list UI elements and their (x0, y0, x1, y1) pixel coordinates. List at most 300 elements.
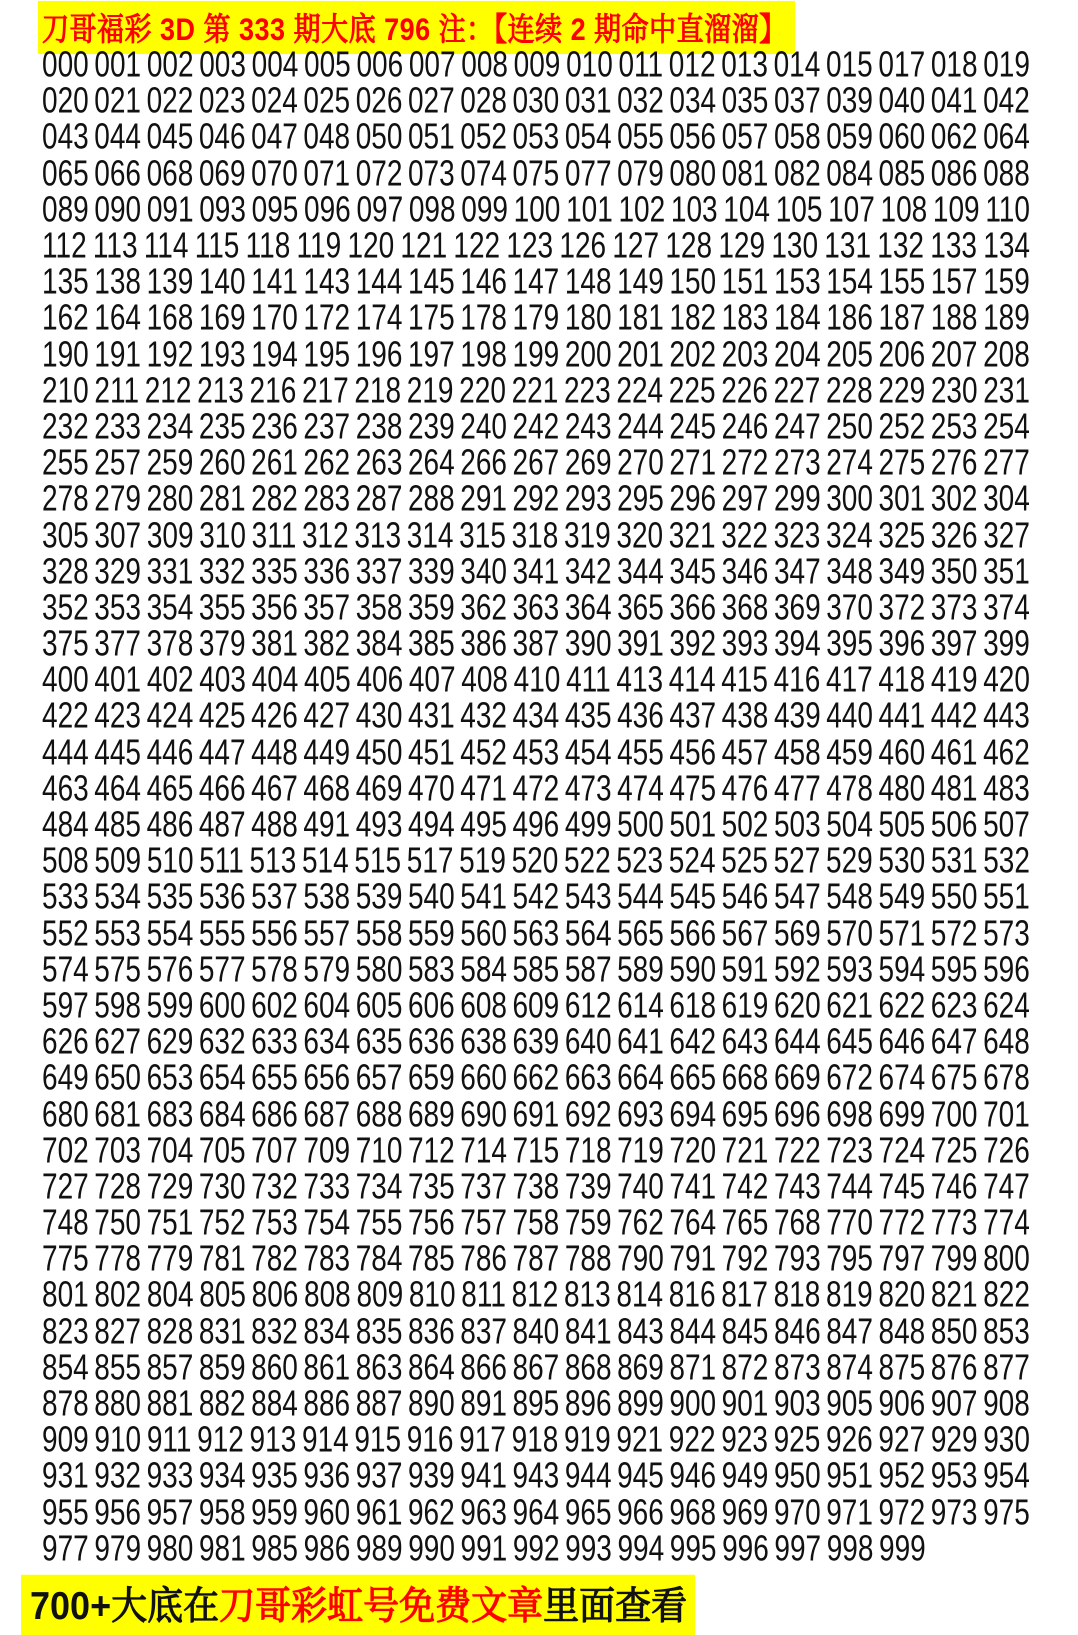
number-cell: 751 (146, 1202, 194, 1243)
number-cell: 028 (460, 80, 507, 121)
number-cell: 580 (355, 948, 403, 990)
number-cell: 372 (878, 587, 926, 628)
number-cell: 729 (146, 1166, 194, 1207)
number-cell: 495 (460, 804, 507, 845)
number-cell: 196 (355, 333, 403, 375)
number-cell: 313 (354, 514, 402, 556)
number-row (42, 731, 1030, 773)
number-cell: 891 (460, 1383, 507, 1424)
number-cell: 874 (826, 1347, 873, 1388)
number-cell: 496 (512, 804, 560, 845)
number-cell: 373 (930, 587, 978, 628)
number-cell: 098 (408, 189, 456, 230)
number-cell: 312 (301, 514, 349, 556)
number-cell: 699 (878, 1093, 926, 1135)
number-cell: 551 (983, 876, 1030, 917)
number-row (42, 514, 1030, 556)
number-row (42, 1347, 1030, 1388)
footer-suffix: 里面查看 (543, 1583, 688, 1628)
number-cell: 319 (563, 514, 611, 556)
number-cell: 635 (355, 1021, 403, 1062)
number-cell: 180 (564, 297, 612, 338)
number-cell: 394 (773, 623, 821, 664)
number-cell: 115 (194, 225, 240, 266)
number-cell: 906 (878, 1383, 926, 1424)
number-cell: 566 (669, 912, 717, 954)
number-cell: 299 (773, 478, 821, 519)
number-cell: 784 (355, 1238, 403, 1279)
number-cell: 530 (878, 840, 926, 881)
number-cell: 513 (249, 840, 297, 881)
number-cell: 099 (461, 189, 508, 230)
number-cell: 809 (356, 1274, 404, 1315)
number-cell: 966 (617, 1491, 664, 1533)
number-row (42, 623, 1030, 664)
number-cell: 198 (460, 333, 507, 375)
number-cell: 770 (826, 1202, 873, 1243)
number-row (42, 1057, 1030, 1098)
number-cell: 659 (407, 1057, 455, 1098)
number-cell: 541 (460, 876, 507, 917)
number-cell: 227 (773, 369, 821, 411)
number-cell: 418 (878, 659, 926, 700)
number-cell: 595 (930, 948, 978, 990)
number-cell: 632 (198, 1021, 246, 1062)
number-cell: 612 (564, 985, 612, 1026)
number-cell: 483 (983, 768, 1030, 809)
number-cell: 453 (512, 731, 560, 773)
number-cell: 725 (930, 1129, 978, 1171)
number-cell: 379 (198, 623, 246, 664)
number-cell: 992 (512, 1527, 560, 1569)
number-cell: 425 (198, 695, 246, 736)
number-cell: 058 (773, 116, 821, 157)
number-cell: 634 (303, 1021, 351, 1062)
number-cell: 926 (826, 1419, 873, 1460)
number-cell: 533 (42, 876, 89, 917)
number-cell: 464 (94, 768, 141, 809)
number-cell: 331 (146, 550, 194, 592)
number-cell: 857 (146, 1347, 194, 1388)
number-cell: 017 (878, 44, 926, 85)
footer-note (21, 1575, 695, 1635)
number-cell: 848 (878, 1310, 926, 1352)
number-cell: 639 (512, 1021, 560, 1062)
number-cell: 550 (930, 876, 978, 917)
number-cell: 155 (878, 261, 926, 302)
number-cell: 996 (722, 1527, 769, 1569)
number-cell: 549 (878, 876, 926, 917)
number-cell: 004 (251, 44, 299, 85)
number-cell: 981 (198, 1527, 246, 1569)
number-cell: 494 (407, 804, 455, 845)
number-cell: 859 (198, 1347, 246, 1388)
number-cell: 886 (303, 1383, 351, 1424)
number-cell: 437 (669, 695, 717, 736)
number-cell: 558 (355, 912, 403, 954)
number-row (42, 1021, 1030, 1062)
number-cell: 576 (146, 948, 194, 990)
number-cell: 997 (774, 1527, 822, 1569)
number-cell: 614 (617, 985, 664, 1026)
number-cell: 696 (773, 1093, 821, 1135)
number-cell: 907 (930, 1383, 978, 1424)
number-cell: 211 (94, 369, 140, 411)
number-cell: 840 (512, 1310, 560, 1352)
number-cell: 622 (878, 985, 926, 1026)
number-cell: 752 (198, 1202, 246, 1243)
number-cell: 365 (617, 587, 664, 628)
number-cell: 242 (512, 406, 560, 447)
number-cell: 854 (42, 1347, 89, 1388)
number-cell: 321 (668, 514, 716, 556)
number-cell: 135 (42, 261, 89, 302)
number-cell: 738 (512, 1166, 560, 1207)
number-cell: 665 (669, 1057, 717, 1098)
number-cell: 133 (930, 225, 977, 266)
number-cell: 681 (94, 1093, 141, 1135)
number-cell: 538 (303, 876, 351, 917)
number-cell: 238 (355, 406, 403, 447)
number-cell: 873 (773, 1347, 821, 1388)
number-cell: 103 (670, 189, 718, 230)
number-cell: 871 (669, 1347, 717, 1388)
number-cell: 868 (564, 1347, 612, 1388)
number-cell: 629 (146, 1021, 194, 1062)
number-cell: 972 (878, 1491, 926, 1533)
number-cell: 384 (355, 623, 403, 664)
number-row (42, 1383, 1030, 1424)
number-cell: 861 (303, 1347, 351, 1388)
number-cell: 572 (930, 912, 978, 954)
number-cell: 354 (146, 587, 194, 628)
number-cell: 131 (824, 225, 872, 266)
number-cell: 224 (616, 369, 664, 411)
number-cell: 993 (565, 1527, 612, 1569)
number-cell: 602 (251, 985, 298, 1026)
number-cell: 605 (355, 985, 403, 1026)
number-cell: 875 (878, 1347, 926, 1388)
number-cell: 985 (251, 1527, 298, 1569)
number-cell: 689 (407, 1093, 455, 1135)
number-cell: 880 (94, 1383, 141, 1424)
number-cell: 440 (826, 695, 873, 736)
number-cell: 643 (721, 1021, 769, 1062)
number-cell: 664 (617, 1057, 664, 1098)
number-cell: 050 (355, 116, 403, 157)
number-cell: 596 (983, 948, 1030, 990)
number-cell: 074 (460, 152, 507, 194)
number-cell: 174 (355, 297, 403, 338)
number-cell: 656 (303, 1057, 351, 1098)
number-cell: 915 (354, 1419, 402, 1460)
number-cell: 959 (251, 1491, 298, 1533)
number-cell: 583 (407, 948, 455, 990)
number-cell: 348 (826, 550, 873, 592)
number-cell: 953 (930, 1455, 978, 1496)
number-cell: 954 (983, 1455, 1030, 1496)
number-cell: 399 (983, 623, 1030, 664)
number-cell: 443 (983, 695, 1030, 736)
number-cell: 244 (617, 406, 664, 447)
number-cell: 260 (198, 442, 246, 483)
number-cell: 808 (304, 1274, 351, 1315)
number-cell: 024 (251, 80, 298, 121)
number-cell: 941 (460, 1455, 507, 1496)
number-cell: 213 (197, 369, 244, 411)
number-cell: 169 (198, 297, 246, 338)
number-cell: 126 (559, 225, 607, 266)
number-cell: 531 (930, 840, 978, 881)
number-cell: 532 (983, 840, 1030, 881)
number-cell: 090 (94, 189, 142, 230)
number-cell: 619 (721, 985, 769, 1026)
number-cell: 737 (460, 1166, 507, 1207)
number-cell: 674 (878, 1057, 926, 1098)
number-cell: 081 (721, 152, 769, 194)
number-cell: 986 (303, 1527, 351, 1569)
number-cell: 089 (42, 189, 89, 230)
number-cell: 684 (198, 1093, 246, 1135)
number-cell: 730 (198, 1166, 246, 1207)
number-cell: 475 (669, 768, 717, 809)
number-cell: 621 (826, 985, 873, 1026)
number-cell: 910 (94, 1419, 142, 1460)
lottery-bottoms-sheet (0, 5, 1078, 1628)
number-cell: 932 (94, 1455, 141, 1496)
number-cell: 589 (617, 948, 664, 990)
number-cell: 363 (512, 587, 560, 628)
number-cell: 382 (303, 623, 351, 664)
number-cell: 448 (251, 731, 298, 773)
number-cell: 410 (513, 659, 561, 700)
number-cell: 990 (408, 1527, 455, 1569)
number-cell: 536 (198, 876, 246, 917)
number-cell: 199 (512, 333, 560, 375)
number-cell: 502 (721, 804, 769, 845)
number-cell: 649 (42, 1057, 89, 1098)
number-cell: 644 (773, 1021, 821, 1062)
number-cell: 459 (826, 731, 873, 773)
number-cell: 006 (356, 44, 404, 85)
number-cell: 571 (878, 912, 926, 954)
number-cell: 035 (721, 80, 769, 121)
number-cell: 052 (460, 116, 507, 157)
number-cell: 266 (460, 442, 507, 483)
number-cell: 703 (94, 1129, 141, 1171)
number-cell: 964 (512, 1491, 560, 1533)
number-cell: 905 (826, 1383, 873, 1424)
number-cell: 585 (512, 948, 560, 990)
number-cell: 234 (146, 406, 194, 447)
number-cell: 275 (878, 442, 926, 483)
number-cell: 356 (251, 587, 298, 628)
number-cell: 884 (251, 1383, 298, 1424)
number-cell: 154 (826, 261, 873, 302)
number-cell: 944 (564, 1455, 612, 1496)
number-cell: 792 (721, 1238, 769, 1279)
number-cell: 120 (347, 225, 395, 266)
number-cell: 804 (146, 1274, 194, 1315)
number-cell: 734 (355, 1166, 403, 1207)
number-cell: 989 (355, 1527, 403, 1569)
number-cell: 000 (42, 44, 89, 85)
number-cell: 134 (983, 225, 1030, 266)
number-cell: 128 (665, 225, 713, 266)
number-cell: 145 (407, 261, 455, 302)
number-cell: 109 (932, 189, 980, 230)
number-cell: 461 (930, 731, 978, 773)
number-cell: 188 (930, 297, 978, 338)
number-cell: 044 (94, 116, 141, 157)
number-cell: 101 (566, 189, 613, 230)
number-cell: 864 (407, 1347, 455, 1388)
number-cell: 064 (983, 116, 1030, 157)
number-cell: 980 (146, 1527, 194, 1569)
number-cell: 519 (459, 840, 506, 881)
number-cell: 263 (355, 442, 403, 483)
number-cell: 235 (198, 406, 246, 447)
number-cell: 957 (146, 1491, 194, 1533)
number-cell: 994 (617, 1527, 665, 1569)
number-cell: 095 (251, 189, 299, 230)
number-cell: 314 (406, 514, 454, 556)
number-cell: 745 (878, 1166, 926, 1207)
number-cell: 732 (251, 1166, 298, 1207)
number-cell: 218 (354, 369, 402, 411)
number-cell: 951 (826, 1455, 873, 1496)
number-cell: 223 (563, 369, 611, 411)
number-cell: 733 (303, 1166, 351, 1207)
number-cell: 189 (983, 297, 1030, 338)
number-cell: 646 (878, 1021, 926, 1062)
number-cell: 072 (355, 152, 403, 194)
number-cell: 961 (355, 1491, 403, 1533)
number-cell: 753 (251, 1202, 298, 1243)
number-cell: 445 (94, 731, 141, 773)
number-cell: 743 (773, 1166, 821, 1207)
number-cell: 918 (511, 1419, 559, 1460)
number-cell: 991 (460, 1527, 508, 1569)
number-cell: 813 (563, 1274, 611, 1315)
number-cell: 054 (564, 116, 612, 157)
number-row (42, 587, 1030, 628)
number-cell: 650 (94, 1057, 141, 1098)
number-cell: 295 (617, 478, 664, 519)
number-cell: 939 (407, 1455, 455, 1496)
number-cell: 002 (146, 44, 194, 85)
number-cell: 971 (826, 1491, 873, 1533)
number-cell: 460 (878, 731, 926, 773)
number-cell: 056 (669, 116, 717, 157)
number-cell: 509 (94, 840, 142, 881)
number-cell: 043 (42, 116, 89, 157)
number-cell: 339 (407, 550, 455, 592)
number-cell: 609 (512, 985, 560, 1026)
number-cell: 675 (930, 1057, 978, 1098)
number-cell: 366 (669, 587, 717, 628)
number-cell: 570 (826, 912, 873, 954)
number-cell: 577 (198, 948, 246, 990)
number-cell: 141 (251, 261, 298, 302)
number-cell: 332 (198, 550, 246, 592)
number-cell: 560 (460, 912, 507, 954)
number-cell: 357 (303, 587, 351, 628)
number-cell: 416 (773, 659, 821, 700)
number-cell: 186 (826, 297, 873, 338)
number-cell: 065 (42, 152, 89, 194)
number-cell: 900 (669, 1383, 717, 1424)
number-cell: 093 (199, 189, 246, 230)
footer-channel-link[interactable]: 刀哥彩虹号免费文章 (219, 1583, 544, 1628)
number-cell: 901 (721, 1383, 769, 1424)
number-cell: 008 (461, 44, 508, 85)
number-cell: 341 (512, 550, 560, 592)
number-cell: 346 (721, 550, 769, 592)
number-cell: 977 (42, 1527, 89, 1569)
number-cell: 672 (826, 1057, 873, 1098)
number-cell: 246 (721, 406, 769, 447)
number-cell: 347 (773, 550, 821, 592)
number-cell: 755 (355, 1202, 403, 1243)
number-cell: 973 (930, 1491, 978, 1533)
number-cell: 309 (146, 514, 194, 556)
number-cell: 469 (355, 768, 403, 809)
number-cell: 110 (985, 189, 1030, 230)
number-cell: 407 (408, 659, 456, 700)
number-cell: 534 (94, 876, 141, 917)
number-cell: 302 (930, 478, 978, 519)
number-cell: 962 (407, 1491, 455, 1533)
number-cell: 022 (146, 80, 194, 121)
number-row (42, 695, 1030, 736)
number-cell: 030 (512, 80, 560, 121)
number-cell: 692 (564, 1093, 612, 1135)
number-cell: 548 (826, 876, 873, 917)
number-cell: 913 (249, 1419, 297, 1460)
number-cell: 390 (564, 623, 612, 664)
number-cell: 123 (506, 225, 554, 266)
number-row (42, 876, 1030, 917)
number-cell: 444 (42, 731, 89, 773)
number-row (42, 1202, 1030, 1243)
number-cell: 358 (355, 587, 403, 628)
number-cell: 118 (245, 225, 291, 266)
number-cell: 540 (407, 876, 455, 917)
number-cell: 395 (826, 623, 873, 664)
number-cell: 413 (616, 659, 664, 700)
number-cell: 322 (721, 514, 768, 556)
number-cell: 424 (146, 695, 194, 736)
number-cell: 600 (198, 985, 246, 1026)
number-cell: 709 (303, 1129, 351, 1171)
number-cell: 863 (355, 1347, 403, 1388)
number-cell: 229 (878, 369, 926, 411)
number-cell: 403 (199, 659, 246, 700)
number-cell: 574 (42, 948, 89, 990)
number-cell: 775 (42, 1238, 89, 1279)
number-cell: 252 (878, 406, 926, 447)
number-cell: 381 (251, 623, 298, 664)
number-row (42, 912, 1030, 954)
number-cell: 352 (42, 587, 89, 628)
number-cell: 476 (721, 768, 769, 809)
number-cell: 608 (460, 985, 507, 1026)
number-cell: 754 (303, 1202, 351, 1243)
number-cell: 805 (199, 1274, 246, 1315)
number-cell: 362 (460, 587, 507, 628)
number-cell: 138 (94, 261, 141, 302)
